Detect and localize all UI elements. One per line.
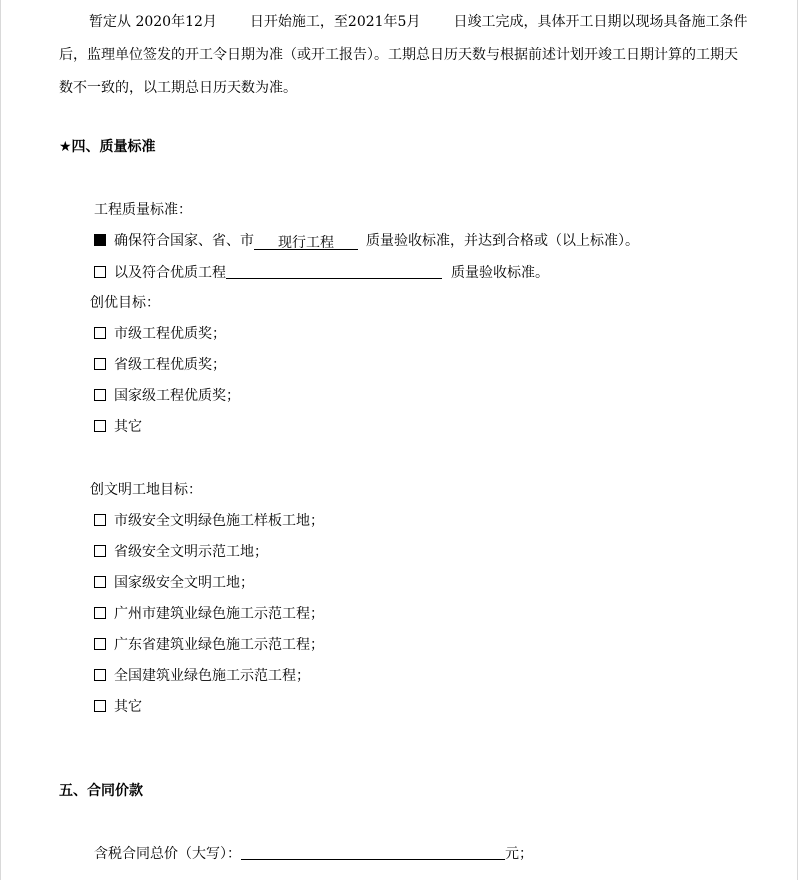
checkbox-icon[interactable]	[94, 514, 106, 526]
quality-option-2[interactable]	[94, 262, 549, 283]
excellence-item-label: 其它	[114, 419, 142, 435]
excellence-label: 创优目标：	[90, 295, 160, 311]
option2-suffix: 质量验收标准。	[451, 265, 549, 281]
excellence-item-label: 省级工程优质奖；	[114, 357, 226, 373]
contract-total-unit: 元；	[505, 846, 533, 862]
civilized-item[interactable]	[94, 666, 310, 686]
checkbox-icon[interactable]	[94, 576, 106, 588]
option1-value-field[interactable]: 现行工程	[254, 233, 358, 250]
civilized-item[interactable]	[94, 635, 324, 655]
checkbox-icon[interactable]	[94, 389, 106, 401]
civilized-item[interactable]	[94, 511, 324, 531]
option1-prefix: 确保符合国家、省、市	[114, 233, 254, 249]
intro-suffix: 日竣工完成，具体开工日期以现场具备施工条件后，监理单位签发的开工令日期为准（或开工报告）。工期总日历天数与根据前述计划开竣工日期计算的工期天数不一致的，以工期总日历天数为准。	[59, 14, 748, 96]
section-5-heading: 五、合同价款	[59, 783, 143, 799]
excellence-item[interactable]	[94, 324, 226, 344]
contract-total-row	[94, 843, 533, 864]
option1-suffix: 质量验收标准，并达到合格或（以上标准）。	[366, 233, 639, 249]
civilized-item-label: 广州市建筑业绿色施工示范工程；	[114, 606, 324, 622]
civilized-item-label: 其它	[114, 699, 142, 715]
option2-value-field[interactable]	[226, 262, 442, 279]
civilized-item-label: 广东省建筑业绿色施工示范工程；	[114, 637, 324, 653]
checkbox-icon[interactable]	[94, 545, 106, 557]
checkbox-icon[interactable]	[94, 700, 106, 712]
checkbox-icon[interactable]	[94, 638, 106, 650]
civilized-site-label: 创文明工地目标：	[90, 482, 202, 498]
excellence-item-label: 国家级工程优质奖；	[114, 388, 240, 404]
checkbox-icon[interactable]	[94, 669, 106, 681]
civilized-item-label: 全国建筑业绿色施工示范工程；	[114, 668, 310, 684]
civilized-item-label: 省级安全文明示范工地；	[114, 544, 268, 560]
filled-checkbox-icon[interactable]	[94, 234, 106, 246]
option2-prefix: 以及符合优质工程	[114, 265, 226, 281]
checkbox-icon[interactable]	[94, 607, 106, 619]
checkbox-icon[interactable]	[94, 266, 106, 278]
quality-standard-label: 工程质量标准：	[94, 202, 192, 218]
excellence-item[interactable]	[94, 355, 226, 375]
section-4-heading: ★四、质量标准	[59, 139, 156, 155]
excellence-item[interactable]	[94, 417, 142, 437]
civilized-item-label: 市级安全文明绿色施工样板工地；	[114, 513, 324, 529]
start-date: 2020年12月	[135, 14, 217, 30]
checkbox-icon[interactable]	[94, 358, 106, 370]
civilized-item[interactable]	[94, 604, 324, 624]
intro-mid: 日开始施工，至	[249, 14, 348, 30]
excellence-item[interactable]	[94, 386, 240, 406]
contract-total-label: 含税合同总价（大写）：	[94, 846, 241, 862]
intro-paragraph	[59, 6, 749, 105]
intro-prefix: 暂定从	[89, 14, 136, 30]
end-date: 2021年5月	[347, 14, 421, 30]
quality-option-1[interactable]	[94, 231, 639, 251]
civilized-item-label: 国家级安全文明工地；	[114, 575, 254, 591]
checkbox-icon[interactable]	[94, 420, 106, 432]
contract-total-field[interactable]	[241, 843, 505, 860]
civilized-item[interactable]	[94, 697, 142, 717]
checkbox-icon[interactable]	[94, 327, 106, 339]
civilized-item[interactable]	[94, 573, 254, 593]
excellence-item-label: 市级工程优质奖；	[114, 326, 226, 342]
civilized-item[interactable]	[94, 542, 268, 562]
